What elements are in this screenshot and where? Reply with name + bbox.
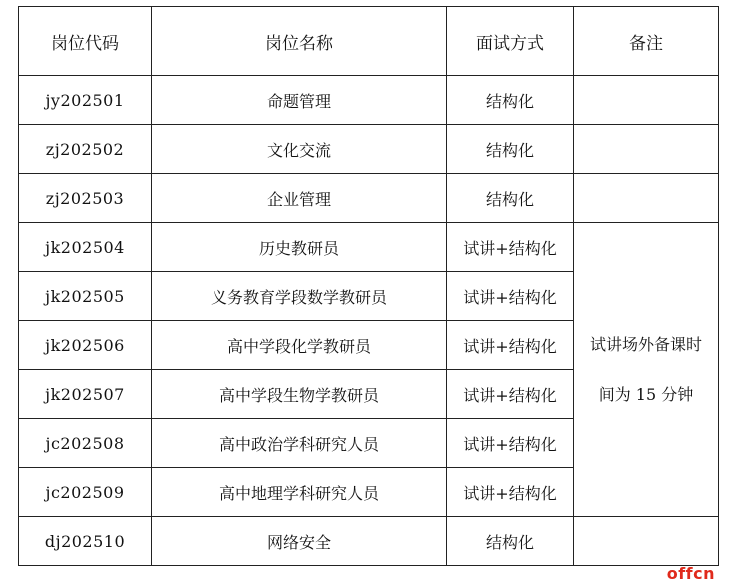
interview-method: 结构化 [447, 125, 574, 174]
position-name: 高中学段生物学教研员 [152, 370, 447, 419]
header-name: 岗位名称 [152, 7, 447, 76]
note-merged-cell [574, 223, 719, 517]
interview-method: 结构化 [447, 174, 574, 223]
position-name: 高中政治学科研究人员 [152, 419, 447, 468]
interview-method: 试讲+结构化 [447, 223, 574, 272]
note-cell [574, 174, 719, 223]
note-cell [574, 76, 719, 125]
position-name: 文化交流 [152, 125, 447, 174]
header-row [19, 7, 719, 76]
interview-method: 试讲+结构化 [447, 370, 574, 419]
position-code: zj202503 [19, 174, 152, 223]
position-name: 义务教育学段数学教研员 [152, 272, 447, 321]
interview-method: 结构化 [447, 517, 574, 566]
position-name: 命题管理 [152, 76, 447, 125]
position-name: 高中学段化学教研员 [152, 321, 447, 370]
table-row [19, 125, 719, 174]
interview-method: 试讲+结构化 [447, 321, 574, 370]
offcn-watermark: offcn [666, 564, 715, 583]
table-row [19, 223, 719, 272]
note-line-1: 试讲场外备课时 [589, 334, 702, 354]
position-name: 高中地理学科研究人员 [152, 468, 447, 517]
table-row [19, 517, 719, 566]
note-cell [574, 125, 719, 174]
position-code: jk202506 [19, 321, 152, 370]
interview-method: 试讲+结构化 [447, 468, 574, 517]
note-line-2: 间为 15 分钟 [598, 384, 694, 404]
header-code: 岗位代码 [19, 7, 152, 76]
position-name: 企业管理 [152, 174, 447, 223]
interview-method: 试讲+结构化 [447, 272, 574, 321]
interview-method: 试讲+结构化 [447, 419, 574, 468]
position-code: jk202505 [19, 272, 152, 321]
table-row [19, 174, 719, 223]
position-code: jk202504 [19, 223, 152, 272]
position-name: 网络安全 [152, 517, 447, 566]
position-code: jy202501 [19, 76, 152, 125]
position-name: 历史教研员 [152, 223, 447, 272]
position-code: jc202509 [19, 468, 152, 517]
interview-table [18, 6, 719, 566]
note-cell [574, 517, 719, 566]
header-note: 备注 [574, 7, 719, 76]
table-row [19, 76, 719, 125]
position-code: jk202507 [19, 370, 152, 419]
position-code: dj202510 [19, 517, 152, 566]
header-method: 面试方式 [447, 7, 574, 76]
interview-method: 结构化 [447, 76, 574, 125]
position-code: zj202502 [19, 125, 152, 174]
position-code: jc202508 [19, 419, 152, 468]
